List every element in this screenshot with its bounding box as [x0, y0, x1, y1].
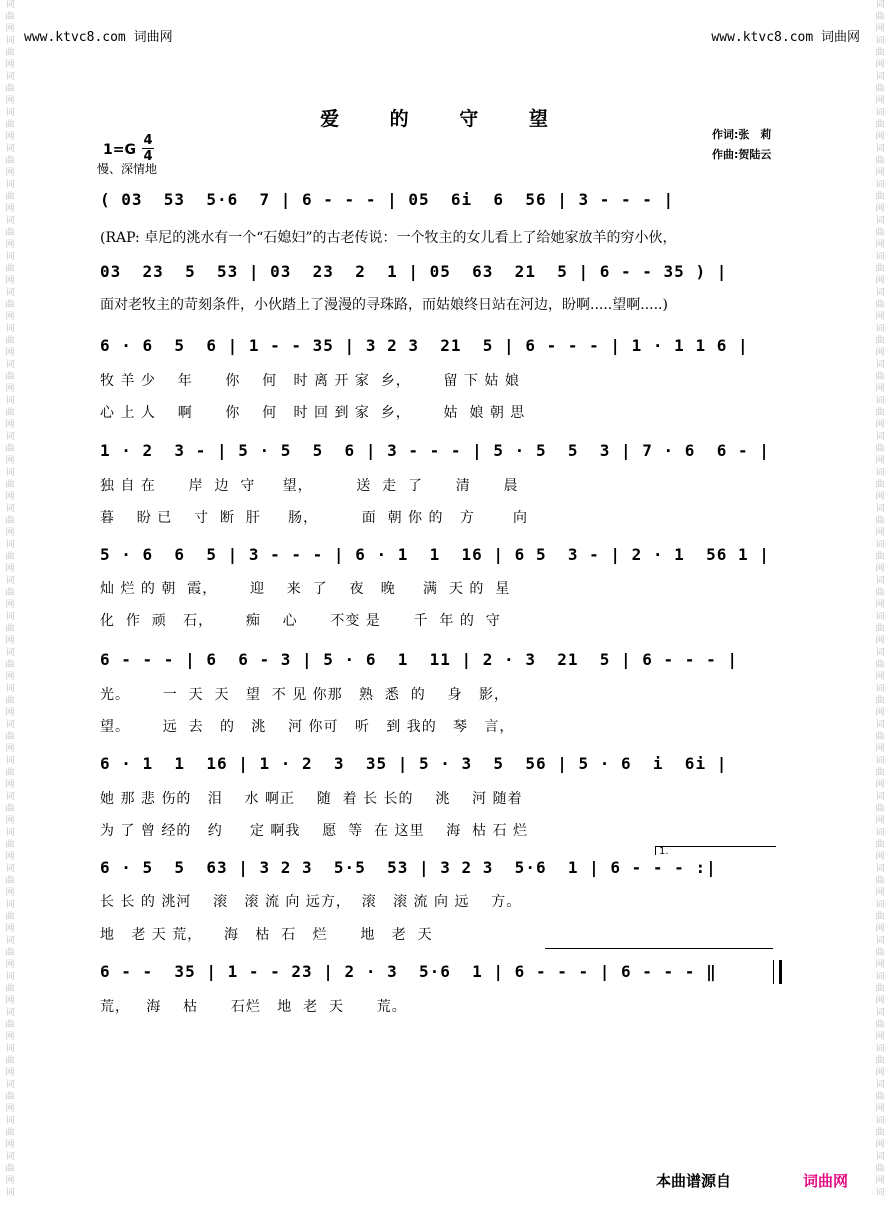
watermark-char: 曲: [875, 804, 885, 814]
watermark-char: 词: [875, 180, 885, 190]
watermark-char: 曲: [875, 300, 885, 310]
watermark-char: 网: [875, 780, 885, 790]
watermark-char: 曲: [875, 84, 885, 94]
notation-line: ( 03 53 5·6 7 | 6 - - - | 05 6i 6 56 | 3 - - - |: [100, 190, 675, 209]
volta-label: 1.: [659, 846, 669, 857]
site-url-left[interactable]: www.ktvc8.com 词曲网: [24, 30, 173, 45]
watermark-char: 曲: [875, 1056, 885, 1066]
watermark-char: 词: [5, 252, 15, 262]
watermark-char: 曲: [875, 552, 885, 562]
notation-line: 03 23 5 53 | 03 23 2 1 | 05 63 21 5 | 6 - - 35 ) |: [100, 262, 728, 281]
watermark-char: 网: [5, 348, 15, 358]
watermark-char: 网: [5, 1104, 15, 1114]
watermark-char: 曲: [875, 984, 885, 994]
watermark-char: 曲: [875, 48, 885, 58]
watermark-char: 词: [5, 936, 15, 946]
watermark-char: 词: [875, 1008, 885, 1018]
watermark-char: 词: [875, 648, 885, 658]
watermark-char: 词: [875, 324, 885, 334]
watermark-char: 曲: [5, 984, 15, 994]
watermark-char: 曲: [5, 624, 15, 634]
footer-brand-link[interactable]: 词曲网: [803, 1172, 849, 1190]
watermark-char: 曲: [5, 588, 15, 598]
watermark-char: 词: [5, 864, 15, 874]
watermark-char: 网: [5, 924, 15, 934]
watermark-char: 网: [875, 276, 885, 286]
watermark-char: 词: [875, 216, 885, 226]
watermark-char: 词: [875, 1080, 885, 1090]
watermark-char: 网: [875, 1140, 885, 1150]
watermark-char: 词: [875, 972, 885, 982]
watermark-char: 词: [5, 1044, 15, 1054]
watermark-char: 词: [875, 756, 885, 766]
watermark-char: 词: [875, 540, 885, 550]
watermark-char: 词: [5, 108, 15, 118]
watermark-char: 曲: [5, 84, 15, 94]
watermark-char: 词: [5, 720, 15, 730]
watermark-char: 曲: [5, 12, 15, 22]
watermark-char: 词: [875, 396, 885, 406]
watermark-char: 网: [5, 708, 15, 718]
footer-source: 本曲谱源自: [656, 1172, 732, 1190]
watermark-char: 词: [5, 288, 15, 298]
watermark-char: 网: [5, 240, 15, 250]
watermark-char: 网: [875, 708, 885, 718]
watermark-char: 网: [5, 672, 15, 682]
watermark-char: 曲: [875, 1164, 885, 1174]
watermark-char: 曲: [875, 120, 885, 130]
lyric-line: 地 老 天 荒， 海 枯 石 烂 地 老 天: [100, 927, 433, 943]
lyric-line: 长 长 的 洮河 滚 滚 流 向 远方， 滚 滚 流 向 远 方。: [100, 894, 522, 910]
notation-line: 6 - - 35 | 1 - - 23 | 2 · 3 5·6 1 | 6 - - - | 6 - - - ‖: [100, 962, 717, 981]
watermark-char: 曲: [5, 336, 15, 346]
watermark-char: 曲: [875, 228, 885, 238]
first-ending-bracket: [655, 846, 776, 855]
watermark-char: 曲: [875, 1128, 885, 1138]
watermark-char: 曲: [875, 1020, 885, 1030]
time-signature: [142, 134, 154, 163]
watermark-char: 曲: [5, 480, 15, 490]
watermark-char: 词: [875, 792, 885, 802]
watermark-char: 曲: [875, 12, 885, 22]
watermark-char: 网: [875, 996, 885, 1006]
watermark-char: 曲: [875, 588, 885, 598]
watermark-char: 曲: [5, 660, 15, 670]
watermark-char: 曲: [875, 660, 885, 670]
watermark-char: 网: [875, 528, 885, 538]
lyric-line: 灿 烂 的 朝 霞， 迎 来 了 夜 晚 满 天 的 星: [100, 581, 511, 597]
watermark-char: 网: [875, 888, 885, 898]
watermark-char: 网: [5, 780, 15, 790]
watermark-char: 词: [5, 0, 15, 10]
watermark-char: 网: [875, 672, 885, 682]
watermark-char: 曲: [5, 732, 15, 742]
watermark-char: 曲: [875, 372, 885, 382]
meter-top: 4: [143, 133, 153, 148]
watermark-char: 网: [875, 384, 885, 394]
watermark-char: 词: [5, 504, 15, 514]
watermark-char: 网: [875, 816, 885, 826]
watermark-char: 网: [875, 744, 885, 754]
watermark-char: 词: [5, 1152, 15, 1162]
watermark-char: 词: [875, 504, 885, 514]
notation-line: 6 · 6 5 6 | 1 - - 35 | 3 2 3 21 5 | 6 - - - | 1 · 1 1 6 |: [100, 336, 749, 355]
rap-text-line: 面对老牧主的苛刻条件，小伙踏上了漫漫的寻珠路，而姑娘终日站在河边，盼啊.....望啊.....): [100, 297, 668, 313]
lyric-line: 独 自 在 岸 边 守 望， 送 走 了 清 晨: [100, 478, 519, 494]
watermark-char: 词: [875, 0, 885, 10]
watermark-char: 网: [875, 1068, 885, 1078]
watermark-char: 曲: [875, 1092, 885, 1102]
watermark-char: 网: [5, 384, 15, 394]
watermark-char: 网: [875, 924, 885, 934]
watermark-char: 词: [875, 828, 885, 838]
watermark-char: 网: [875, 312, 885, 322]
watermark-char: 曲: [875, 336, 885, 346]
watermark-char: 曲: [875, 516, 885, 526]
watermark-char: 词: [5, 792, 15, 802]
watermark-char: 网: [5, 744, 15, 754]
left-watermark-column: [4, 0, 16, 1218]
watermark-char: 词: [5, 756, 15, 766]
site-url-right[interactable]: www.ktvc8.com 词曲网: [711, 30, 860, 45]
watermark-char: 词: [875, 720, 885, 730]
watermark-char: 词: [5, 468, 15, 478]
watermark-char: 曲: [875, 912, 885, 922]
watermark-char: 网: [5, 1140, 15, 1150]
watermark-char: 曲: [5, 912, 15, 922]
watermark-char: 网: [875, 348, 885, 358]
watermark-char: 曲: [5, 1092, 15, 1102]
watermark-char: 词: [875, 1044, 885, 1054]
watermark-char: 曲: [875, 768, 885, 778]
tempo-marking: 慢、深情地: [97, 162, 158, 176]
watermark-char: 网: [5, 600, 15, 610]
watermark-char: 曲: [875, 696, 885, 706]
watermark-char: 词: [5, 900, 15, 910]
watermark-char: 词: [875, 576, 885, 586]
watermark-char: 词: [875, 252, 885, 262]
watermark-char: 词: [875, 144, 885, 154]
watermark-char: 曲: [875, 192, 885, 202]
watermark-char: 曲: [5, 1056, 15, 1066]
composer-credit: 作曲:贺陆云: [712, 148, 772, 161]
meter-bottom: 4: [143, 149, 153, 164]
watermark-char: 曲: [5, 696, 15, 706]
watermark-char: 词: [875, 288, 885, 298]
watermark-char: 曲: [5, 768, 15, 778]
watermark-char: 曲: [875, 444, 885, 454]
watermark-char: 网: [5, 960, 15, 970]
watermark-char: 曲: [5, 264, 15, 274]
watermark-char: 网: [875, 636, 885, 646]
watermark-char: 词: [875, 684, 885, 694]
watermark-char: 网: [5, 456, 15, 466]
watermark-char: 曲: [5, 804, 15, 814]
watermark-char: 曲: [875, 840, 885, 850]
watermark-char: 词: [5, 36, 15, 46]
watermark-char: 网: [5, 888, 15, 898]
watermark-char: 曲: [875, 876, 885, 886]
watermark-char: 词: [875, 864, 885, 874]
watermark-char: 词: [875, 1188, 885, 1198]
right-watermark-column: [874, 0, 886, 1218]
watermark-char: 词: [5, 1080, 15, 1090]
watermark-char: 网: [5, 1032, 15, 1042]
watermark-char: 词: [875, 108, 885, 118]
watermark-char: 网: [5, 636, 15, 646]
watermark-char: 词: [5, 432, 15, 442]
watermark-char: 曲: [5, 300, 15, 310]
watermark-char: 网: [5, 1176, 15, 1186]
watermark-char: 词: [5, 1188, 15, 1198]
watermark-char: 网: [5, 96, 15, 106]
watermark-char: 词: [875, 72, 885, 82]
key-signature: 1=G: [103, 142, 136, 158]
watermark-char: 曲: [5, 516, 15, 526]
watermark-char: 曲: [5, 120, 15, 130]
watermark-char: 词: [875, 360, 885, 370]
watermark-char: 曲: [5, 48, 15, 58]
watermark-char: 词: [875, 1116, 885, 1126]
watermark-char: 曲: [5, 444, 15, 454]
watermark-char: 网: [875, 1176, 885, 1186]
watermark-char: 词: [5, 324, 15, 334]
rap-text-line: (RAP: 卓尼的洮水有一个“石媳妇”的古老传说：一个牧主的女儿看上了给她家放羊的穷小伙，: [100, 230, 677, 246]
watermark-char: 网: [5, 528, 15, 538]
watermark-char: 曲: [875, 264, 885, 274]
tie-line: [545, 948, 773, 949]
lyric-line: 望。 远 去 的 洮 河 你可 听 到 我的 琴 言，: [100, 719, 515, 735]
watermark-char: 曲: [5, 1128, 15, 1138]
lyric-line: 为 了 曾 经的 约 定 啊我 愿 等 在 这里 海 枯 石 烂: [100, 823, 529, 839]
watermark-char: 词: [5, 1116, 15, 1126]
watermark-char: 网: [5, 276, 15, 286]
watermark-char: 曲: [5, 948, 15, 958]
watermark-char: 网: [875, 852, 885, 862]
lyricist-credit: 作词:张 莉: [712, 128, 772, 141]
watermark-char: 网: [875, 24, 885, 34]
watermark-char: 网: [875, 492, 885, 502]
watermark-char: 网: [5, 168, 15, 178]
watermark-char: 网: [875, 96, 885, 106]
watermark-char: 曲: [5, 228, 15, 238]
watermark-char: 词: [5, 684, 15, 694]
watermark-char: 词: [875, 468, 885, 478]
watermark-char: 曲: [5, 372, 15, 382]
lyric-line: 她 那 悲 伤的 泪 水 啊正 随 着 长 长的 洮 河 随着: [100, 791, 523, 807]
watermark-char: 词: [5, 540, 15, 550]
watermark-char: 词: [5, 360, 15, 370]
watermark-char: 词: [875, 36, 885, 46]
watermark-char: 曲: [5, 840, 15, 850]
watermark-char: 网: [5, 132, 15, 142]
watermark-char: 曲: [5, 192, 15, 202]
watermark-char: 词: [5, 972, 15, 982]
watermark-char: 曲: [5, 1020, 15, 1030]
lyric-line: 牧 羊 少 年 你 何 时 离 开 家 乡， 留 下 姑 娘: [100, 373, 520, 389]
watermark-char: 网: [875, 564, 885, 574]
watermark-char: 网: [5, 24, 15, 34]
notation-line: 6 - - - | 6 6 - 3 | 5 · 6 1 11 | 2 · 3 21 5 | 6 - - - |: [100, 650, 738, 669]
notation-line: 1 · 2 3 - | 5 · 5 5 6 | 3 - - - | 5 · 5 5 3 | 7 · 6 6 - |: [100, 441, 770, 460]
watermark-char: 网: [5, 852, 15, 862]
watermark-char: 曲: [5, 408, 15, 418]
watermark-char: 网: [875, 1104, 885, 1114]
watermark-char: 网: [875, 240, 885, 250]
watermark-char: 网: [5, 996, 15, 1006]
watermark-char: 网: [875, 960, 885, 970]
watermark-char: 网: [875, 1032, 885, 1042]
lyric-line: 暮 盼 已 寸 断 肝 肠， 面 朝 你 的 方 向: [100, 510, 529, 526]
lyric-line: 化 作 顽 石， 痴 心 不变 是 千 年 的 守: [100, 613, 501, 629]
watermark-char: 网: [5, 816, 15, 826]
watermark-char: 词: [5, 180, 15, 190]
watermark-char: 词: [5, 612, 15, 622]
watermark-char: 网: [875, 456, 885, 466]
song-title: 爱 的 守 望: [320, 108, 570, 130]
watermark-char: 词: [875, 936, 885, 946]
watermark-char: 词: [5, 396, 15, 406]
watermark-char: 曲: [875, 408, 885, 418]
watermark-char: 网: [5, 1068, 15, 1078]
watermark-char: 词: [5, 828, 15, 838]
watermark-char: 词: [5, 576, 15, 586]
watermark-char: 曲: [875, 156, 885, 166]
watermark-char: 网: [875, 168, 885, 178]
watermark-char: 网: [875, 420, 885, 430]
watermark-char: 词: [875, 1152, 885, 1162]
notation-line: 6 · 1 1 16 | 1 · 2 3 35 | 5 · 3 5 56 | 5 · 6 i 6i |: [100, 754, 728, 773]
watermark-char: 曲: [5, 552, 15, 562]
watermark-char: 曲: [5, 1164, 15, 1174]
final-barline: [773, 960, 782, 984]
watermark-char: 网: [5, 564, 15, 574]
watermark-char: 网: [875, 60, 885, 70]
watermark-char: 词: [875, 612, 885, 622]
watermark-char: 词: [5, 216, 15, 226]
notation-line: 5 · 6 6 5 | 3 - - - | 6 · 1 1 16 | 6 5 3 - | 2 · 1 56 1 |: [100, 545, 770, 564]
lyric-line: 心 上 人 啊 你 何 时 回 到 家 乡， 姑 娘 朝 思: [100, 405, 526, 421]
notation-line: 6 · 5 5 63 | 3 2 3 5·5 53 | 3 2 3 5·6 1 | 6 - - - :|: [100, 858, 717, 877]
watermark-char: 网: [875, 204, 885, 214]
watermark-char: 曲: [875, 948, 885, 958]
watermark-char: 网: [875, 132, 885, 142]
watermark-char: 网: [5, 492, 15, 502]
watermark-char: 网: [5, 312, 15, 322]
watermark-char: 曲: [875, 624, 885, 634]
watermark-char: 网: [875, 600, 885, 610]
watermark-char: 曲: [875, 732, 885, 742]
watermark-char: 词: [5, 1008, 15, 1018]
watermark-char: 曲: [5, 876, 15, 886]
watermark-char: 词: [5, 72, 15, 82]
watermark-char: 曲: [5, 156, 15, 166]
watermark-char: 词: [5, 648, 15, 658]
lyric-line: 荒， 海 枯 石烂 地 老 天 荒。: [100, 999, 407, 1015]
watermark-char: 网: [5, 60, 15, 70]
watermark-char: 网: [5, 204, 15, 214]
watermark-char: 词: [875, 432, 885, 442]
watermark-char: 网: [5, 420, 15, 430]
lyric-line: 光。 一 天 天 望 不 见 你那 熟 悉 的 身 影，: [100, 687, 509, 703]
watermark-char: 词: [875, 900, 885, 910]
watermark-char: 词: [5, 144, 15, 154]
watermark-char: 曲: [875, 480, 885, 490]
